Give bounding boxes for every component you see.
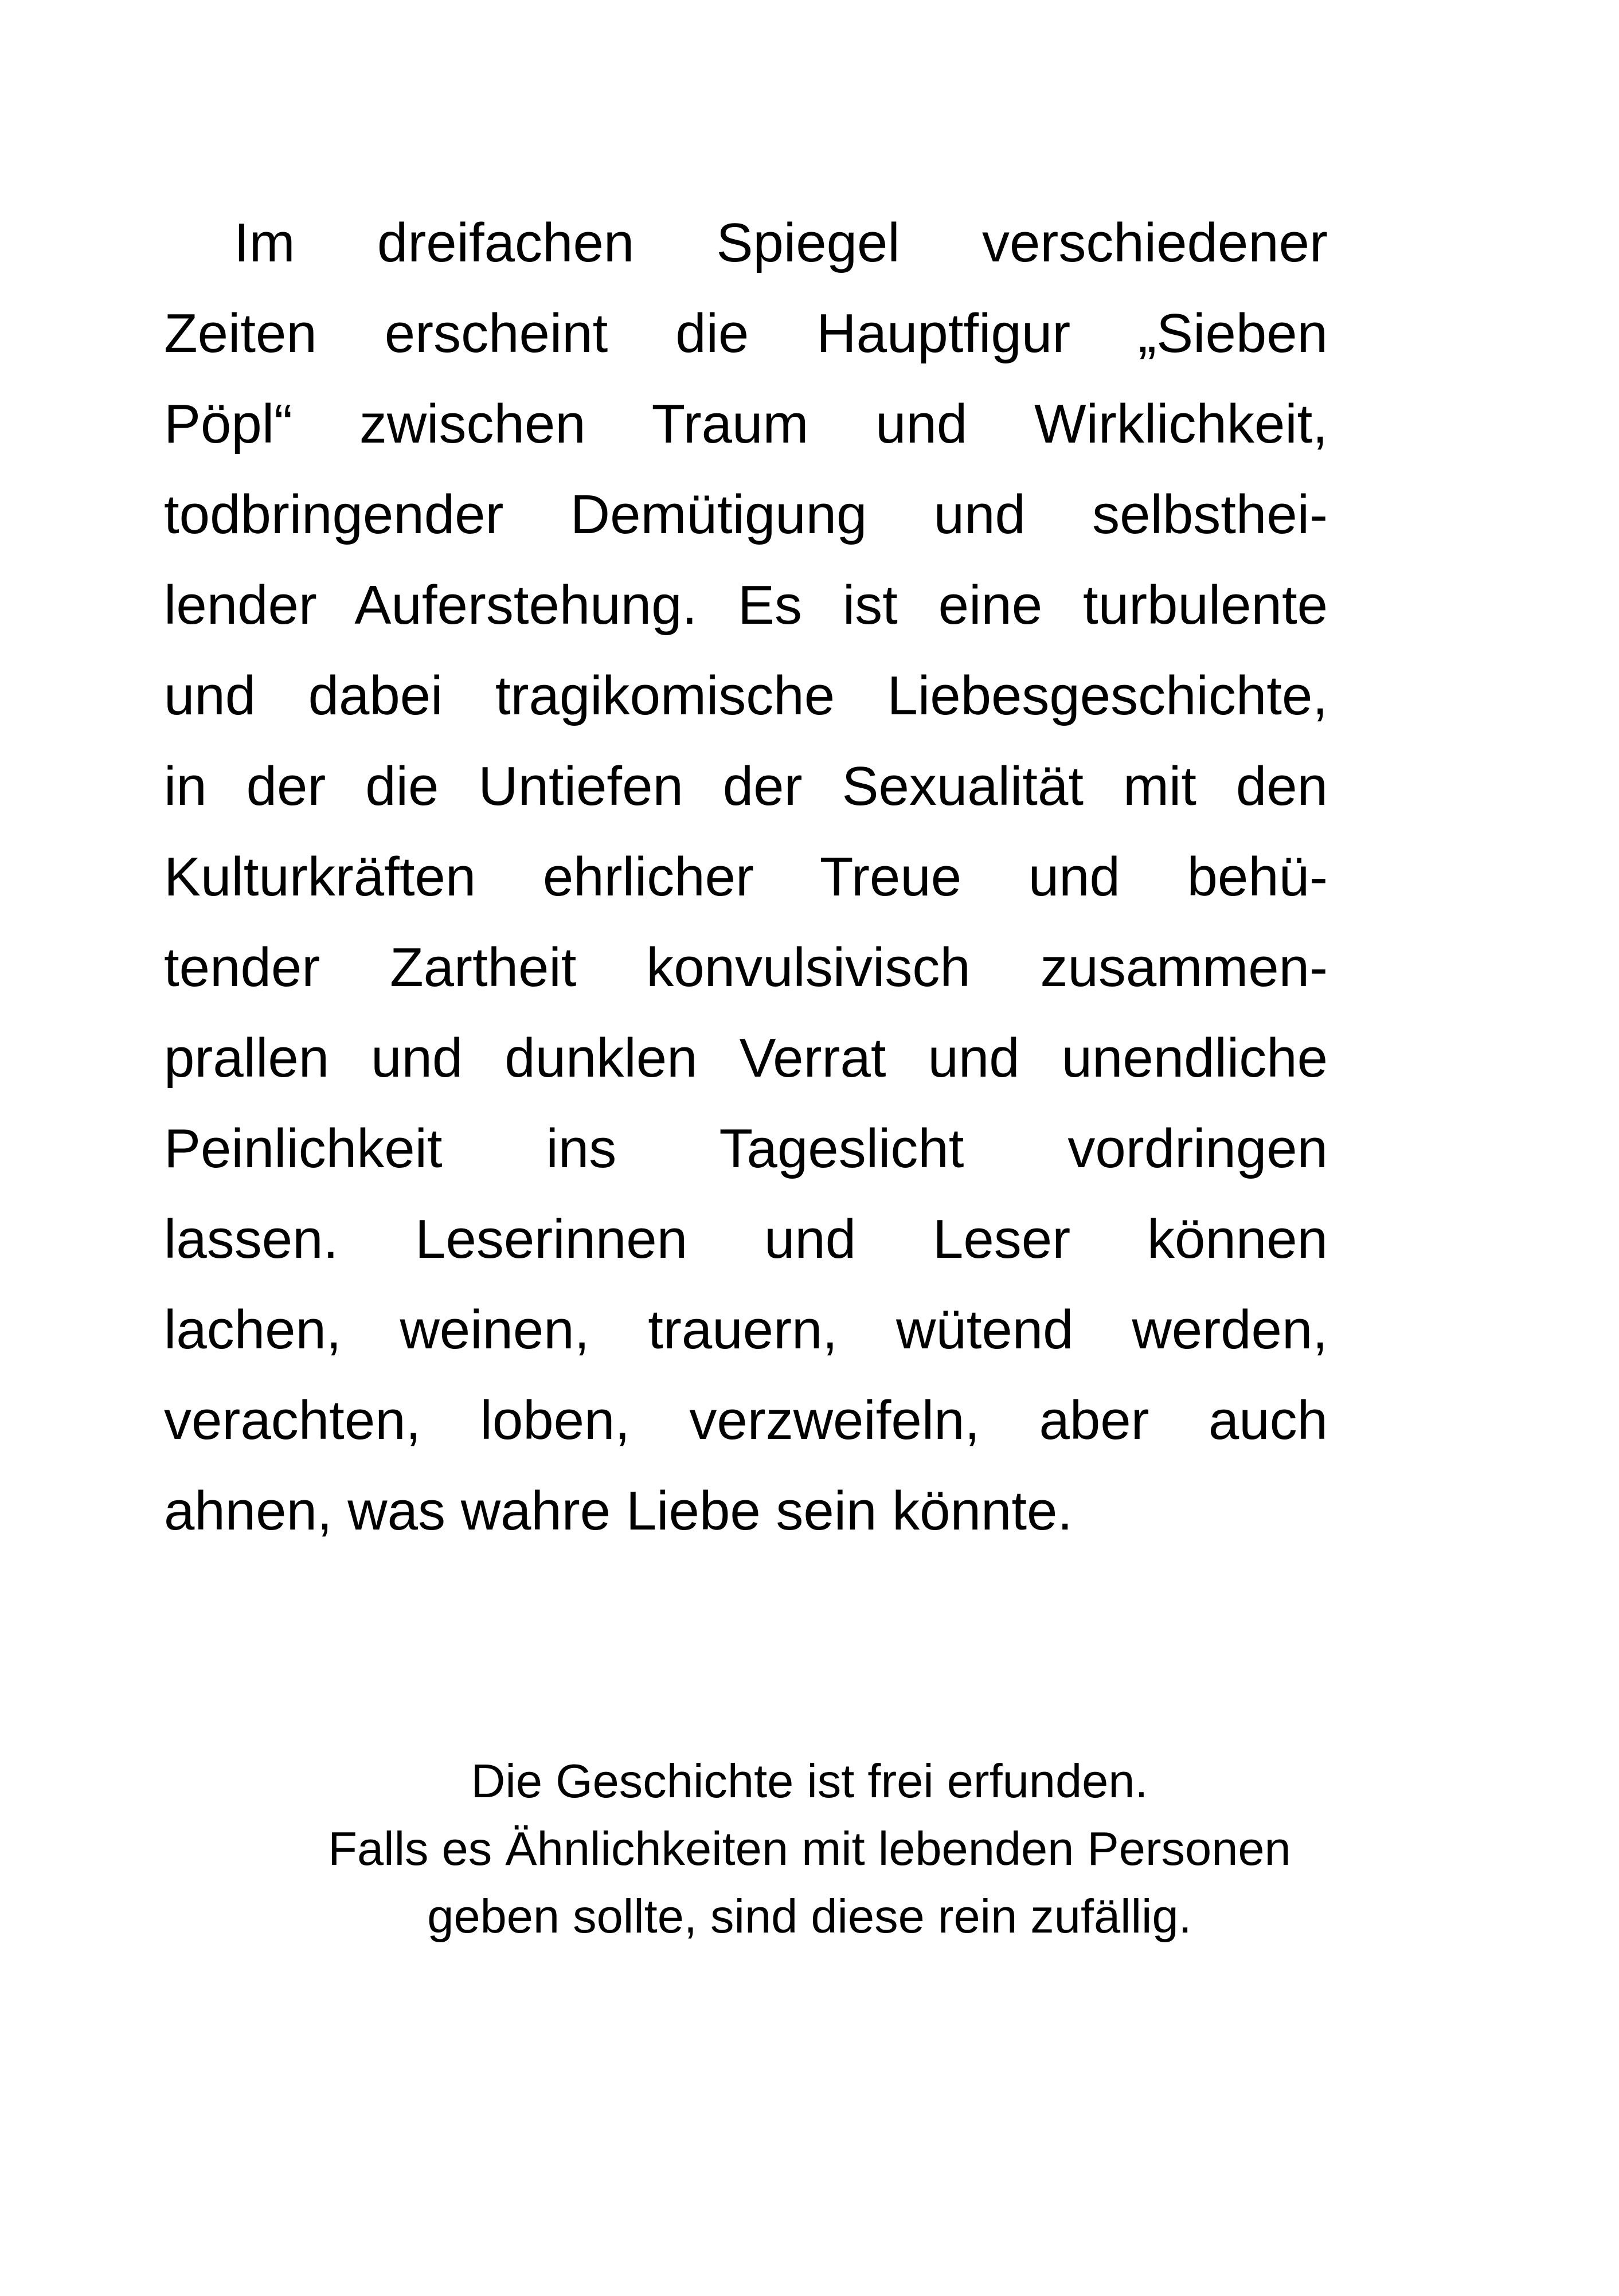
blurb-line: todbringender Demütigung und selbsthei- xyxy=(164,484,1328,545)
disclaimer-note xyxy=(0,1747,1619,1950)
blurb-line: ahnen, was wahre Liebe sein könnte. xyxy=(164,1480,1073,1542)
blurb-paragraph xyxy=(164,198,1328,1556)
blurb-line: verachten, loben, verzweifeln, aber auch xyxy=(164,1390,1328,1451)
blurb-line: Zeiten erscheint die Hauptfigur „Sieben xyxy=(164,303,1328,364)
blurb-line: lachen, weinen, trauern, wütend werden, xyxy=(164,1299,1328,1360)
disclaimer-line: Falls es Ähnlichkeiten mit lebenden Personen xyxy=(328,1822,1291,1875)
blurb-line: und dabei tragikomische Liebesgeschichte, xyxy=(164,665,1328,726)
disclaimer-line: geben sollte, sind diese rein zufällig. xyxy=(427,1890,1192,1943)
disclaimer-line: Die Geschichte ist frei erfunden. xyxy=(471,1754,1148,1808)
blurb-line: Pöpl“ zwischen Traum und Wirklichkeit, xyxy=(164,393,1328,455)
blurb-line: tender Zartheit konvulsivisch zusammen- xyxy=(164,937,1328,998)
blurb-line: prallen und dunklen Verrat und unendliche xyxy=(164,1027,1328,1089)
blurb-line: Kulturkräften ehrlicher Treue und behü- xyxy=(164,846,1328,908)
blurb-line: lender Auferstehung. Es ist eine turbulente xyxy=(164,574,1328,636)
blurb-line: Peinlichkeit ins Tageslicht vordringen xyxy=(164,1118,1328,1179)
blurb-line: Im dreifachen Spiegel verschiedener xyxy=(234,212,1328,273)
blurb-line: in der die Untiefen der Sexualität mit den xyxy=(164,756,1328,817)
blurb-line: lassen. Leserinnen und Leser können xyxy=(164,1208,1328,1270)
